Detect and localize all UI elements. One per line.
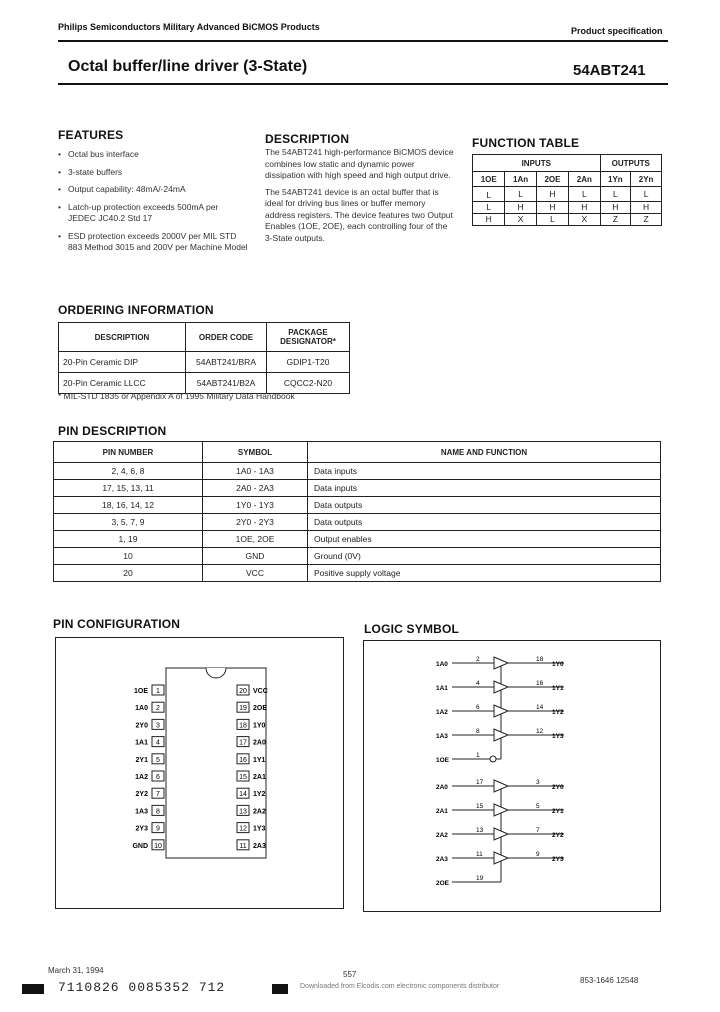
pin-number: 15 (239, 774, 247, 781)
cell: X (505, 214, 536, 226)
cell: Ground (0V) (308, 548, 661, 565)
pin-label: VCC (253, 688, 268, 695)
pin-label: 2Y0 (135, 722, 148, 730)
output-label: 1Y3 (552, 733, 564, 740)
column-header: PACKAGE DESIGNATOR* (267, 323, 350, 352)
pin-label: 2A0 (253, 739, 266, 747)
pin-number: 18 (239, 722, 247, 730)
column-header: 1An (505, 172, 536, 187)
input-label: 2A2 (436, 832, 448, 839)
dip-package-diagram (56, 638, 343, 908)
input-pin-number: 8 (476, 728, 480, 735)
cell: L (631, 187, 662, 202)
output-pin-number: 7 (536, 827, 540, 834)
table-row (54, 565, 661, 582)
cell: H (473, 214, 505, 226)
pin-number: 14 (239, 791, 247, 799)
download-stamp: Downloaded from Elcodis.com electronic components distributor (300, 983, 500, 990)
column-header: NAME AND FUNCTION (308, 442, 661, 463)
cell: 17, 15, 13, 11 (54, 480, 203, 497)
cell: Z (631, 214, 662, 226)
company-header: Philips Semiconductors Military Advanced BiCMOS Products (58, 22, 320, 32)
table-row (54, 497, 661, 514)
cell: GND (203, 548, 308, 565)
table-row (54, 514, 661, 531)
pin-number: 19 (239, 705, 247, 713)
pin-number: 3 (156, 722, 160, 730)
output-label: 2Y2 (552, 832, 564, 839)
column-header: SYMBOL (203, 442, 308, 463)
table-row (54, 531, 661, 548)
pin-number: 13 (239, 808, 247, 816)
column-header: 2An (569, 172, 600, 187)
column-header: DESCRIPTION (59, 323, 186, 352)
cell: 3, 5, 7, 9 (54, 514, 203, 531)
table-row (59, 352, 350, 373)
function-table (472, 154, 662, 226)
table-row (473, 214, 662, 226)
inputs-group-header: INPUTS (473, 155, 601, 172)
table-row (54, 548, 661, 565)
cell: L (569, 187, 600, 202)
title-rule (58, 83, 668, 85)
column-header: 2Yn (631, 172, 662, 187)
pin-label: 1Y0 (253, 722, 266, 730)
pin-label: 2Y2 (135, 791, 148, 799)
pin-configuration-heading: PIN CONFIGURATION (53, 617, 181, 631)
cell: Data inputs (308, 480, 661, 497)
pin-number: 10 (154, 842, 162, 850)
pin-description-table (53, 441, 661, 582)
cell: 18, 16, 14, 12 (54, 497, 203, 514)
barcode-block (272, 984, 288, 994)
cell: Data inputs (308, 463, 661, 480)
cell: H (600, 202, 631, 214)
cell: L (505, 187, 536, 202)
cell: L (473, 187, 505, 202)
cell: 1, 19 (54, 531, 203, 548)
cell: 54ABT241/B2A (186, 373, 267, 394)
output-pin-number: 12 (536, 728, 544, 735)
table-row (54, 463, 661, 480)
features-list (58, 149, 248, 260)
column-header: PIN NUMBER (54, 442, 203, 463)
pin-label: 1A2 (135, 774, 148, 781)
pin-number: 5 (156, 756, 160, 764)
cell: 20-Pin Ceramic DIP (59, 352, 186, 373)
cell: 1OE, 2OE (203, 531, 308, 548)
pin-label: 1A1 (135, 739, 148, 747)
pin-label: 1A0 (135, 705, 148, 713)
pin-number: 16 (239, 756, 247, 764)
enable-pin-number: 1 (476, 752, 480, 759)
cell: L (536, 214, 568, 226)
cell: 20 (54, 565, 203, 582)
pin-label: 2Y3 (135, 825, 148, 833)
input-pin-number: 6 (476, 704, 480, 711)
output-label: 2Y0 (552, 784, 564, 791)
cell: L (473, 202, 505, 214)
output-pin-number: 18 (536, 656, 544, 663)
column-header: 1Yn (600, 172, 631, 187)
cell: H (536, 187, 568, 202)
input-label: 1A0 (436, 661, 448, 668)
pin-number: 2 (156, 705, 160, 713)
pin-label: 2A3 (253, 842, 266, 850)
input-label: 1A2 (436, 709, 448, 716)
logic-symbol-diagram (364, 641, 660, 911)
pin-number: 9 (156, 825, 160, 833)
cell: 1Y0 - 1Y3 (203, 497, 308, 514)
pin-label: 2A2 (253, 808, 266, 816)
cell: 10 (54, 548, 203, 565)
cell: 1A0 - 1A3 (203, 463, 308, 480)
footer-date: March 31, 1994 (48, 966, 104, 975)
pin-number: 8 (156, 808, 160, 816)
output-label: 1Y1 (552, 685, 564, 692)
output-label: 1Y2 (552, 709, 564, 716)
chip-notch (206, 668, 226, 678)
page-title: Octal buffer/line driver (3-State) (68, 58, 308, 75)
input-pin-number: 15 (476, 803, 484, 810)
cell: H (569, 202, 600, 214)
input-label: 2A3 (436, 856, 448, 863)
chip-body (166, 668, 266, 858)
input-label: 2A1 (436, 808, 448, 815)
cell: Output enables (308, 531, 661, 548)
function-table-heading: FUNCTION TABLE (472, 136, 580, 150)
pin-label: 2A1 (253, 774, 266, 781)
pin-number: 20 (239, 688, 247, 695)
pin-label: 1A3 (135, 808, 148, 816)
barcode-number: 7110826 0085352 712 (58, 980, 226, 995)
cell: 2Y0 - 2Y3 (203, 514, 308, 531)
ordering-note: * MIL-STD 1835 or Appendix A of 1995 Military Data Handbook (58, 391, 295, 401)
feature-item: • Octal bus interface (58, 149, 248, 161)
table-row (54, 480, 661, 497)
input-pin-number: 2 (476, 656, 480, 663)
feature-item: • ESD protection exceeds 2000V per MIL STD 883 Method 3015 and 200V per Machine Model (58, 231, 248, 254)
column-header: ORDER CODE (186, 323, 267, 352)
input-label: 1A3 (436, 733, 448, 740)
pin-number: 6 (156, 774, 160, 781)
description-paragraph: The 54ABT241 device is an octal buffer that is ideal for driving bus lines or buffer memory address registers. The device features two Output Enables (1OE, 2OE), each controlling four of the 3-State outputs. (265, 186, 453, 243)
pin-label: 1Y1 (253, 756, 266, 764)
enable-label: 1OE (436, 757, 450, 764)
output-pin-number: 5 (536, 803, 540, 810)
feature-item: • 3-state buffers (58, 167, 248, 179)
description-heading: DESCRIPTION (265, 132, 350, 146)
input-pin-number: 4 (476, 680, 480, 687)
cell: Data outputs (308, 514, 661, 531)
cell: H (505, 202, 536, 214)
output-pin-number: 16 (536, 680, 544, 687)
logic-symbol-heading: LOGIC SYMBOL (364, 622, 460, 636)
footer-strip (0, 982, 720, 996)
ordering-table (58, 322, 350, 394)
output-label: 1Y0 (552, 661, 564, 668)
column-header: 2OE (536, 172, 568, 187)
pin-label: 1Y3 (253, 825, 266, 833)
cell: Z (600, 214, 631, 226)
pin-number: 11 (239, 842, 247, 850)
pin-label: GND (132, 842, 148, 850)
cell: 54ABT241/BRA (186, 352, 267, 373)
table-row (473, 187, 662, 202)
footer-page: 557 (343, 970, 357, 979)
cell: VCC (203, 565, 308, 582)
inversion-bubble (490, 756, 496, 762)
barcode-block (22, 984, 44, 994)
ordering-heading: ORDERING INFORMATION (58, 303, 214, 317)
input-pin-number: 11 (476, 851, 483, 858)
outputs-group-header: OUTPUTS (600, 155, 662, 172)
cell: CQCC2-N20 (267, 373, 350, 394)
column-header: 1OE (473, 172, 505, 187)
pin-number: 4 (156, 739, 160, 747)
footer-doc-number: 853-1646 12548 (580, 976, 639, 985)
table-row (473, 202, 662, 214)
cell: X (569, 214, 600, 226)
pin-number: 7 (156, 791, 160, 799)
spec-label: Product specification (571, 26, 663, 36)
cell: H (536, 202, 568, 214)
pin-label: 2Y1 (135, 756, 148, 764)
output-label: 2Y1 (552, 808, 564, 815)
pin-description-heading: PIN DESCRIPTION (58, 424, 167, 438)
cell: L (600, 187, 631, 202)
output-pin-number: 14 (536, 704, 544, 711)
pin-number: 17 (239, 739, 247, 747)
description-paragraph: The 54ABT241 high-performance BiCMOS device combines low static and dynamic power dissipation with high speed and high output drive. (265, 147, 454, 180)
cell: H (631, 202, 662, 214)
pin-label: 1OE (133, 688, 148, 695)
input-pin-number: 17 (476, 779, 484, 786)
cell: 2A0 - 2A3 (203, 480, 308, 497)
cell: Data outputs (308, 497, 661, 514)
output-pin-number: 9 (536, 851, 540, 858)
pin-number: 1 (156, 688, 160, 695)
pin-label: 1Y2 (253, 791, 266, 799)
cell: 2, 4, 6, 8 (54, 463, 203, 480)
input-label: 1A1 (436, 685, 448, 692)
feature-item: • Output capability: 48mA/-24mA (58, 184, 248, 196)
cell: Positive supply voltage (308, 565, 661, 582)
enable-pin-number: 19 (476, 875, 484, 882)
description-text (265, 147, 455, 244)
input-label: 2A0 (436, 784, 448, 791)
cell: GDIP1-T20 (267, 352, 350, 373)
pin-number: 12 (239, 825, 247, 833)
output-label: 2Y3 (552, 856, 564, 863)
input-pin-number: 13 (476, 827, 484, 834)
part-number: 54ABT241 (573, 62, 646, 79)
feature-item: • Latch-up protection exceeds 500mA per JEDEC JC40.2 Std 17 (58, 202, 248, 225)
output-pin-number: 3 (536, 779, 540, 786)
logic-symbol-box (363, 640, 661, 912)
cell: 20-Pin Ceramic LLCC (59, 373, 186, 394)
features-heading: FEATURES (58, 128, 124, 142)
pin-configuration-box (55, 637, 344, 909)
enable-label: 2OE (436, 880, 450, 887)
pin-label: 2OE (253, 705, 268, 713)
header-rule (58, 40, 668, 42)
